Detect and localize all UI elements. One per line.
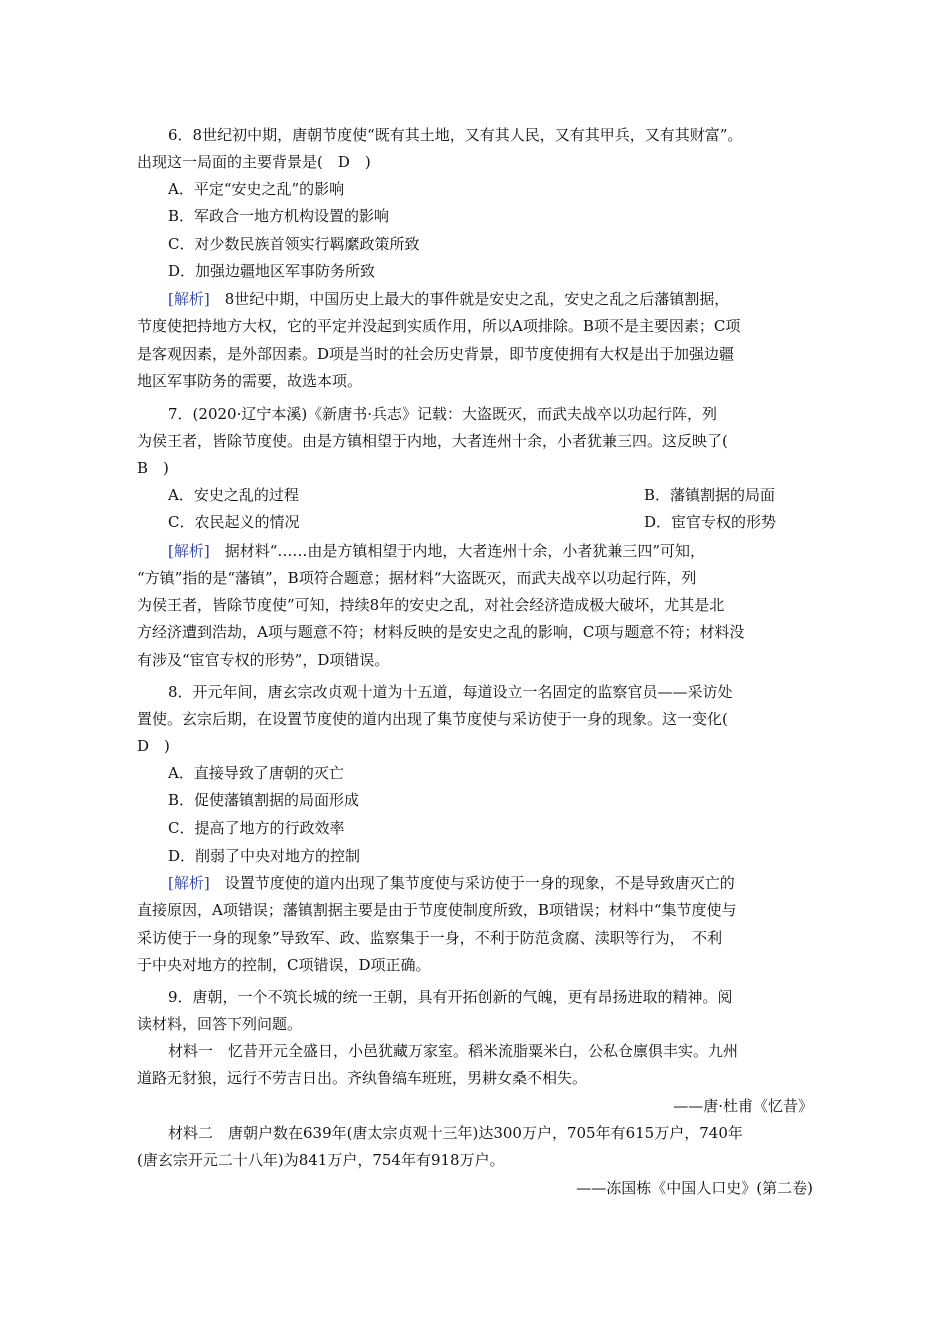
q7-stem-line: B ): [137, 459, 169, 477]
q7-option-b: B．藩镇割据的局面: [644, 486, 776, 504]
q9-material-2-line: 材料二 唐朝户数在639年(唐太宗贞观十三年)达300万户，705年有615万户，740年: [168, 1124, 743, 1142]
q9-stem-line: 9．唐朝，一个不筑长城的统一王朝，具有开拓创新的气魄，更有昂扬进取的精神。阅: [168, 988, 733, 1006]
q8-stem-line: 8．开元年间，唐玄宗改贞观十道为十五道，每道设立一名固定的监察官员——采访处: [168, 683, 733, 701]
q7-explanation-line: [解析] 据材料“……由是方镇相望于内地，大者连州十余，小者犹兼三四”可知，: [168, 542, 706, 560]
q8-explanation-line: 直接原因，A项错误；藩镇割据主要是由于节度使制度所致，B项错误；材料中“集节度使与: [137, 901, 737, 919]
q8-option-b: B．促使藩镇割据的局面形成: [168, 791, 360, 809]
q7-explanation-line: “方镇”指的是“藩镇”，B项符合题意；据材料“大盗既灭，而武夫战卒以功起行阵，列: [137, 569, 697, 587]
q6-option-c: C．对少数民族首领实行羁縻政策所致: [168, 235, 420, 253]
q8-explanation-line: [解析] 设置节度使的道内出现了集节度使与采访使于一身的现象，不是导致唐灭亡的: [168, 874, 735, 892]
q7-stem-line: 7．(2020·辽宁本溪)《新唐书·兵志》记载：大盗既灭，而武夫战卒以功起行阵，列: [168, 405, 717, 423]
q7-options-row: [168, 512, 848, 532]
q7-option-d: D．宦官专权的形势: [644, 513, 777, 531]
q8-stem-line: 置使。玄宗后期，在设置节度使的道内出现了集节度使与采访使于一身的现象。这一变化(: [137, 710, 728, 728]
q6-option-a: A．平定“安史之乱”的影响: [168, 180, 345, 198]
q8-explanation-line: 采访使于一身的现象”导致军、政、监察集于一身，不利于防范贪腐、渎职等行为， 不利: [137, 929, 723, 947]
q6-option-d: D．加强边疆地区军事防务所致: [168, 262, 376, 280]
q6-explanation-line: 是客观因素，是外部因素。D项是当时的社会历史背景，即节度使拥有大权是出于加强边疆: [137, 345, 735, 363]
q8-option-d: D．削弱了中央对地方的控制: [168, 847, 361, 865]
q6-explanation-line: [解析] 8世纪中期，中国历史上最大的事件就是安史之乱，安史之乱之后藩镇割据，: [168, 290, 730, 308]
q7-option-a: A．安史之乱的过程: [168, 486, 299, 504]
q6-stem-line: 6．8世纪初中期，唐朝节度使“既有其土地，又有其人民，又有其甲兵，又有其财富”。: [168, 126, 743, 144]
analysis-tag: [解析]: [168, 874, 210, 892]
q7-explanation-line: 有涉及“宦官专权的形势”，D项错误。: [137, 651, 390, 669]
q6-option-b: B．军政合一地方机构设置的影响: [168, 207, 390, 225]
q9-material-1-source: ——唐·杜甫《忆昔》: [673, 1097, 813, 1115]
q6-stem-line: 出现这一局面的主要背景是( D ): [137, 153, 371, 171]
q9-stem-line: 读材料，回答下列问题。: [137, 1015, 303, 1033]
q7-explanation-line: 为侯王者，皆除节度使”可知，持续8年的安史之乱，对社会经济造成极大破坏，尤其是北: [137, 596, 725, 614]
q9-material-1-line: 道路无豺狼，远行不劳吉日出。齐纨鲁缟车班班，男耕女桑不相失。: [137, 1069, 588, 1087]
analysis-tag: [解析]: [168, 290, 210, 308]
q7-explanation-line: 方经济遭到浩劫，A项与题意不符；材料反映的是安史之乱的影响，C项与题意不符；材料没: [137, 623, 745, 641]
q6-explanation-line: 地区军事防务的需要，故选本项。: [137, 372, 363, 390]
q8-option-a: A．直接导致了唐朝的灭亡: [168, 764, 344, 782]
q8-stem-line: D ): [137, 737, 170, 755]
q8-explanation-line: 于中央对地方的控制，C项错误，D项正确。: [137, 956, 431, 974]
analysis-tag: [解析]: [168, 542, 210, 560]
q9-material-2-source: ——冻国栋《中国人口史》(第二卷): [576, 1179, 813, 1197]
q8-option-c: C．提高了地方的行政效率: [168, 819, 345, 837]
q7-stem-line: 为侯王者，皆除节度使。由是方镇相望于内地，大者连州十余，小者犹兼三四。这反映了(: [137, 432, 728, 450]
q6-explanation-line: 节度使把持地方大权，它的平定并没起到实质作用，所以A项排除。B项不是主要因素；C项: [137, 317, 741, 335]
q9-material-1-line: 材料一 忆昔开元全盛日，小邑犹藏万家室。稻米流脂粟米白，公私仓廪俱丰实。九州: [168, 1042, 739, 1060]
q7-option-c: C．农民起义的情况: [168, 513, 300, 531]
q7-options-row: [168, 485, 848, 505]
q9-material-2-line: (唐玄宗开元二十八年)为841万户，754年有918万户。: [137, 1151, 505, 1169]
